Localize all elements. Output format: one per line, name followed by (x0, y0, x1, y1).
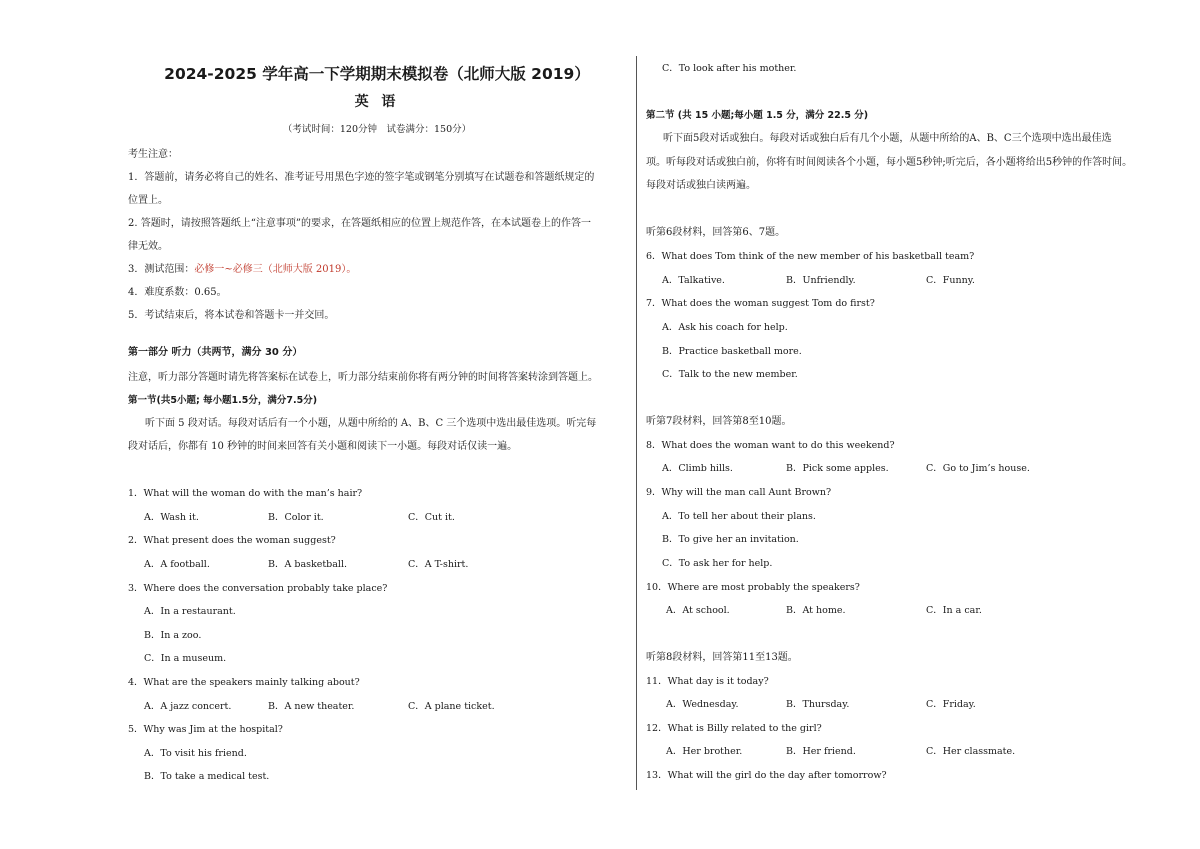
option-b: B．To give her an invitation. (662, 534, 799, 545)
question-11: 11．What day is it today? (646, 676, 769, 687)
notice-line: 2. 答题时，请按照答题纸上“注意事项”的要求，在答题纸相应的位置上规范作答，在本试题卷上的作答一 (128, 218, 591, 229)
option-a: A．Wednesday. (666, 699, 739, 710)
question-3: 3．Where does the conversation probably take place? (128, 583, 388, 594)
option-c: C．Talk to the new member. (662, 369, 798, 380)
option-c: C．Funny. (926, 275, 975, 286)
subject-title: 英 语 (354, 94, 400, 110)
option-c: C．A plane ticket. (408, 701, 495, 712)
option-a: A．Talkative. (662, 275, 725, 286)
part1-heading: 第一部分 听力（共两节，满分 30 分） (128, 347, 303, 358)
option-b: B．Pick some apples. (786, 463, 889, 474)
option-c: C．A T-shirt. (408, 559, 469, 570)
section1-instructions: 听下面 5 段对话。每段对话后有一个小题，从题中所给的 A、B、C 三个选项中选出最佳选项。听完每 (145, 418, 597, 429)
option-a: A．A football. (144, 559, 210, 570)
option-a: A．Wash it. (144, 512, 199, 523)
option-a: A．At school. (666, 605, 730, 616)
notice-line: 位置上。 (128, 195, 168, 206)
question-7: 7．What does the woman suggest Tom do first? (646, 298, 875, 309)
section2-instructions: 每段对话或独白读两遍。 (646, 180, 756, 191)
question-8: 8．What does the woman want to do this weekend? (646, 440, 895, 451)
question-12: 12．What is Billy related to the girl? (646, 723, 822, 734)
option-a: A．To tell her about their plans. (662, 511, 816, 522)
option-c: C．Go to Jim’s house. (926, 463, 1030, 474)
option-b: B．Thursday. (786, 699, 850, 710)
option-b: B．Her friend. (786, 746, 856, 757)
question-6: 6．What does Tom think of the new member of his basketball team? (646, 251, 975, 262)
section2-instructions: 项。听每段对话或独白前，你将有时间阅读各个小题，每小题5秒钟;听完后，各小题将给出5秒钟的作答时间。 (646, 157, 1133, 168)
notice-line (128, 264, 356, 276)
option-b: B．At home. (786, 605, 846, 616)
option-b: B．Unfriendly. (786, 275, 856, 286)
option-b: B．In a zoo. (144, 630, 202, 641)
exam-title: 2024-2025 学年高一下学期期末模拟卷（北师大版 2019） (164, 65, 590, 83)
material-7-heading: 听第7段材料，回答第8至10题。 (646, 416, 792, 427)
notice-line: 律无效。 (128, 241, 168, 252)
section2-instructions: 听下面5段对话或独白。每段对话或独白后有几个小题，从题中所给的A、B、C三个选项中选出最佳选 (663, 133, 1112, 144)
question-10: 10．Where are most probably the speakers? (646, 582, 860, 593)
option-a: A．Ask his coach for help. (662, 322, 788, 333)
option-a: A．A jazz concert. (144, 701, 232, 712)
option-c: C．Friday. (926, 699, 976, 710)
exam-info: （考试时间：120分钟 试卷满分：150分） (282, 124, 472, 135)
option-c: C．In a car. (926, 605, 982, 616)
option-b: B．A basketball. (268, 559, 348, 570)
question-9: 9．Why will the man call Aunt Brown? (646, 487, 832, 498)
option-c: C．To ask her for help. (662, 558, 773, 569)
material-8-heading: 听第8段材料，回答第11至13题。 (646, 652, 798, 663)
question-2: 2．What present does the woman suggest? (128, 535, 336, 546)
notice-line: 4．难度系数：0.65。 (128, 287, 227, 298)
section1-instructions: 段对话后，你都有 10 秒钟的时间来回答有关小题和阅读下一小题。每段对话仅读一遍。 (128, 441, 518, 452)
option-b: B．To take a medical test. (144, 771, 270, 782)
notice-scope-label: 3．测试范围： (128, 264, 195, 275)
option-c: C．Her classmate. (926, 746, 1016, 757)
column-divider (636, 56, 637, 790)
section2-heading: 第二节 (共 15 小题;每小题 1.5 分，满分 22.5 分) (646, 110, 869, 121)
material-6-heading: 听第6段材料，回答第6、7题。 (646, 227, 786, 238)
option-c: C．To look after his mother. (662, 63, 797, 74)
question-5: 5．Why was Jim at the hospital? (128, 724, 283, 735)
question-13: 13．What will the girl do the day after tomorrow? (646, 770, 887, 781)
option-a: A．To visit his friend. (144, 748, 247, 759)
notice-heading: 考生注意： (128, 149, 178, 160)
option-b: B．A new theater. (268, 701, 355, 712)
option-a: A．Her brother. (666, 746, 743, 757)
section1-heading: 第一节(共5小题; 每小题1.5分，满分7.5分) (128, 395, 318, 406)
notice-line: 5．考试结束后，将本试卷和答题卡一并交回。 (128, 310, 335, 321)
question-1: 1．What will the woman do with the man’s hair? (128, 488, 363, 499)
notice-scope-value: 必修一~必修三（北师大版 2019）。 (194, 264, 357, 275)
option-b: B．Color it. (268, 512, 324, 523)
option-a: A．Climb hills. (662, 463, 733, 474)
question-4: 4．What are the speakers mainly talking about? (128, 677, 360, 688)
option-c: C．In a museum. (144, 653, 227, 664)
notice-line: 1．答题前，请务必将自己的姓名、准考证号用黑色字迹的签字笔或钢笔分别填写在试题卷和答题纸规定的 (128, 172, 595, 183)
option-a: A．In a restaurant. (144, 606, 236, 617)
option-c: C．Cut it. (408, 512, 455, 523)
part1-note: 注意，听力部分答题时请先将答案标在试卷上，听力部分结束前你将有两分钟的时间将答案转涂到答题上。 (128, 372, 598, 383)
option-b: B．Practice basketball more. (662, 346, 802, 357)
